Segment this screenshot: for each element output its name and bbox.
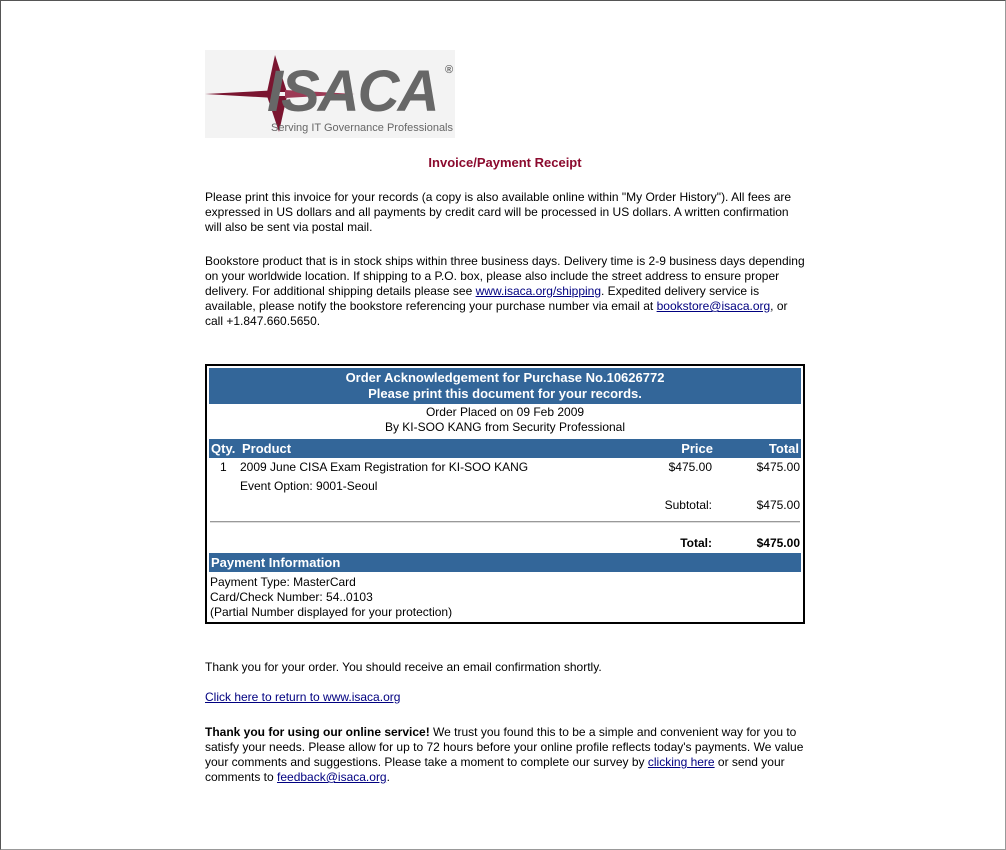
intro-paragraph-2 (205, 254, 805, 329)
subtotal-row (207, 496, 803, 515)
items-header-row (209, 439, 801, 458)
payment-type: Payment Type: MasterCard (210, 575, 356, 589)
return-to-isaca-link[interactable]: Click here to return to www.isaca.org (205, 690, 401, 704)
order-header (209, 368, 801, 404)
return-link-container (205, 690, 805, 705)
item-total: $475.00 (756, 460, 800, 474)
shipping-text-c: , or call +1.847.660.5650. (205, 299, 788, 328)
payment-info-header: Payment Information (209, 553, 801, 572)
order-placed-info (207, 404, 803, 435)
thank-you-text: Thank you for your order. You should receive an email confirmation shortly. (205, 660, 602, 674)
service-bold-text: Thank you for using our online service! (205, 725, 430, 739)
bookstore-email-link[interactable]: bookstore@isaca.org (656, 299, 771, 313)
col-total-header: Total (768, 441, 799, 456)
col-qty-header: Qty. (211, 441, 236, 456)
payment-info (207, 572, 803, 622)
order-acknowledgement-table (205, 364, 805, 624)
total-divider (210, 521, 800, 523)
total-value: $475.00 (756, 536, 800, 550)
order-heading-line-2: Please print this document for your records. (368, 386, 642, 401)
total-label: Total: (680, 536, 712, 550)
order-placed-date: Order Placed on 09 Feb 2009 (425, 405, 585, 419)
service-paragraph (205, 725, 805, 785)
logo-tagline: Serving IT Governance Professionals (271, 122, 453, 134)
service-text-a: We trust you found this to be a simple and convenient way for you to satisfy your needs. Please allow for up to 72 hours before your online profile reflects today's payments. We value your comments and suggestions. Please take a moment to complete our survey by (205, 725, 804, 769)
item-event-option: Event Option: 9001-Seoul (240, 479, 378, 493)
table-row (207, 458, 803, 477)
item-qty: 1 (220, 460, 227, 474)
col-price-header: Price (681, 441, 713, 456)
logo-wordmark: ISACA (267, 59, 438, 124)
shipping-text-b: . Expedited delivery service is available, please notify the bookstore referencing your purchase number via email at (205, 284, 760, 313)
order-placed-by: By KI-SOO KANG from Security Professional (384, 420, 626, 434)
card-number: Card/Check Number: 54..0103 (210, 590, 373, 604)
page-title: Invoice/Payment Receipt (428, 155, 582, 170)
intro-paragraph-1: Please print this invoice for your records (a copy is also available online within "My Order History"). All fees are expressed in US dollars and all payments by credit card will be processed in US dollars. A written confirmation will also be sent via postal mail. (205, 190, 792, 234)
logo-registered-mark: ® (445, 64, 454, 76)
service-text-c: . (386, 770, 390, 784)
survey-link[interactable]: clicking here (647, 755, 715, 769)
feedback-email-link[interactable]: feedback@isaca.org (277, 770, 387, 784)
item-option-row (207, 477, 803, 496)
shipping-text-a: Bookstore product that is in stock ships within three business days. Delivery time is 2-9 business days depending on your worldwide location. If shipping to a P.O. box, please also include the street address to ensure proper delivery. For additional shipping details please see (205, 254, 805, 298)
isaca-logo (205, 50, 455, 138)
item-price: $475.00 (668, 460, 712, 474)
item-product: 2009 June CISA Exam Registration for KI-SOO KANG (240, 460, 529, 474)
total-row (207, 534, 803, 553)
service-text-b: or send your comments to (205, 755, 785, 784)
order-heading-line-1: Order Acknowledgement for Purchase No.10626772 (345, 370, 665, 385)
col-product-header: Product (242, 441, 292, 456)
subtotal-value: $475.00 (756, 498, 800, 512)
partial-number-note: (Partial Number displayed for your protection) (210, 605, 453, 619)
shipping-link[interactable]: www.isaca.org/shipping (475, 284, 602, 298)
subtotal-label: Subtotal: (664, 498, 712, 512)
